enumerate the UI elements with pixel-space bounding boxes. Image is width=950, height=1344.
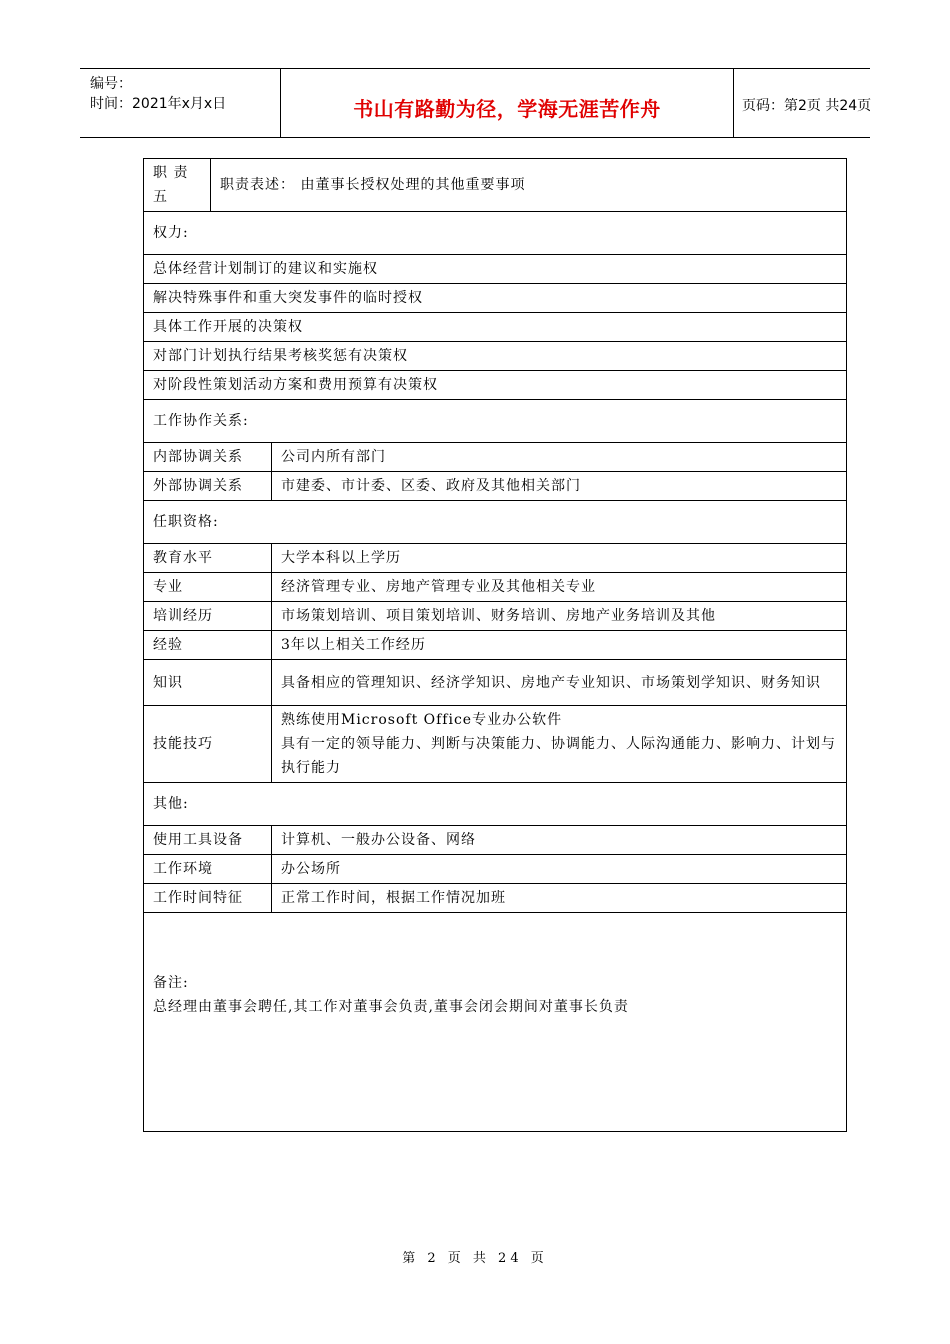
table-row <box>144 472 847 501</box>
document-number-label: 编号： <box>90 76 132 92</box>
skills-line: 具有一定的领导能力、判断与决策能力、协调能力、人际沟通能力、影响力、计划与执行能力 <box>281 736 836 776</box>
table-row <box>144 573 847 602</box>
page-header <box>80 68 870 138</box>
power-item: 解决特殊事件和重大突发事件的临时授权 <box>144 284 847 313</box>
qualifications-title-row <box>144 501 847 544</box>
cooperation-title: 工作协作关系: <box>144 400 847 443</box>
row-label: 专业 <box>144 573 272 602</box>
table-row <box>144 826 847 855</box>
row-value: 具备相应的管理知识、经济学知识、房地产专业知识、市场策划学知识、财务知识 <box>272 660 847 706</box>
row-value: 市场策划培训、项目策划培训、财务培训、房地产业务培训及其他 <box>272 602 847 631</box>
power-item: 对部门计划执行结果考核奖惩有决策权 <box>144 342 847 371</box>
skills-line: 熟练使用Microsoft Office专业办公软件 <box>281 712 563 728</box>
row-value: 市建委、市计委、区委、政府及其他相关部门 <box>272 472 847 501</box>
other-title: 其他: <box>144 783 847 826</box>
row-value <box>272 706 847 783</box>
job-description-table <box>143 158 847 1132</box>
table-row <box>144 855 847 884</box>
notes-row <box>144 913 847 1132</box>
header-motto: 书山有路勤为径，学海无涯苦作舟 <box>353 97 661 121</box>
row-label: 培训经历 <box>144 602 272 631</box>
row-label: 内部协调关系 <box>144 443 272 472</box>
row-label: 教育水平 <box>144 544 272 573</box>
row-value: 公司内所有部门 <box>272 443 847 472</box>
powers-title: 权力: <box>144 212 847 255</box>
powers-title-row <box>144 212 847 255</box>
table-row <box>144 660 847 706</box>
table-row <box>144 706 847 783</box>
header-meta <box>80 69 280 137</box>
row-value: 正常工作时间，根据工作情况加班 <box>272 884 847 913</box>
table-row <box>144 602 847 631</box>
page-footer: 第 2 页 共 24 页 <box>402 1251 548 1266</box>
row-label: 技能技巧 <box>144 706 272 783</box>
cooperation-title-row <box>144 400 847 443</box>
power-item: 对阶段性策划活动方案和费用预算有决策权 <box>144 371 847 400</box>
row-value: 3年以上相关工作经历 <box>272 631 847 660</box>
row-label: 工作环境 <box>144 855 272 884</box>
row-value: 办公场所 <box>272 855 847 884</box>
row-value: 计算机、一般办公设备、网络 <box>272 826 847 855</box>
row-label: 外部协调关系 <box>144 472 272 501</box>
row-label: 工作时间特征 <box>144 884 272 913</box>
document-date: 时间：2021年x月x日 <box>90 96 227 112</box>
power-item: 具体工作开展的决策权 <box>144 313 847 342</box>
duty-row <box>144 159 847 212</box>
duty-description: 职责表述： 由董事长授权处理的其他重要事项 <box>211 159 847 212</box>
qualifications-title: 任职资格: <box>144 501 847 544</box>
row-label: 使用工具设备 <box>144 826 272 855</box>
table-row <box>144 544 847 573</box>
duty-label: 职 责 五 <box>144 159 211 212</box>
table-row <box>144 631 847 660</box>
notes-cell <box>144 913 847 1132</box>
header-page-cell <box>732 69 870 137</box>
row-label: 经验 <box>144 631 272 660</box>
header-motto-cell <box>280 69 734 137</box>
notes-text: 总经理由董事会聘任,其工作对董事会负责,董事会闭会期间对董事长负责 <box>153 999 629 1015</box>
row-label: 知识 <box>144 660 272 706</box>
table-row <box>144 443 847 472</box>
other-title-row <box>144 783 847 826</box>
table-row <box>144 884 847 913</box>
row-value: 经济管理专业、房地产管理专业及其他相关专业 <box>272 573 847 602</box>
power-item: 总体经营计划制订的建议和实施权 <box>144 255 847 284</box>
header-page-info: 页码：第2页 共24页 <box>742 98 872 114</box>
row-value: 大学本科以上学历 <box>272 544 847 573</box>
notes-title: 备注: <box>153 975 189 991</box>
